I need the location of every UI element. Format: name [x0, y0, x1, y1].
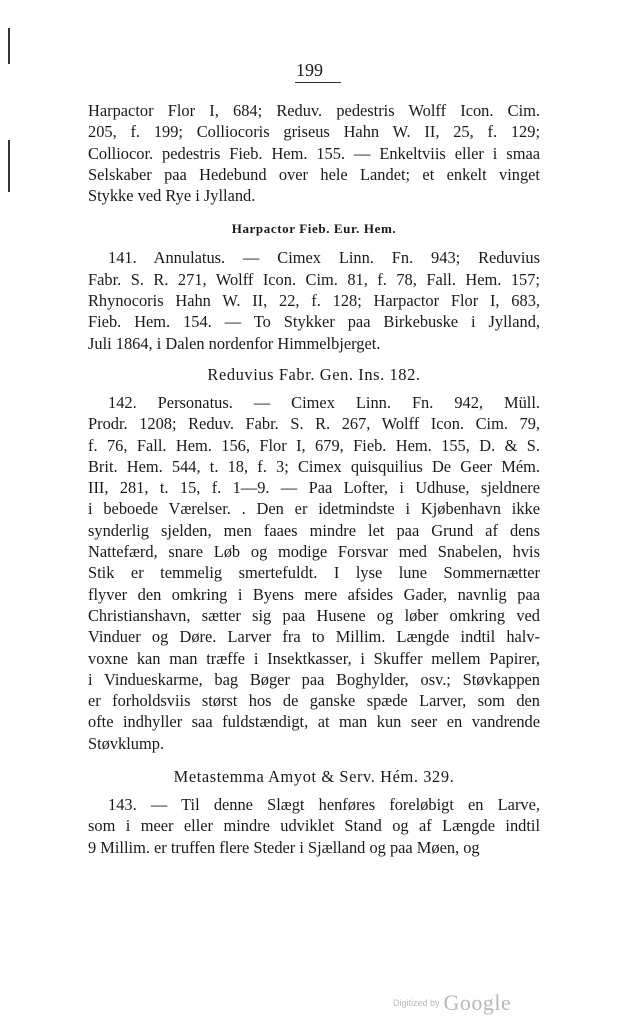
text-line: ofte indhyller saa fuldstændigt, at man kun seer en vandrende — [88, 712, 540, 732]
text-line: Støvklump. — [88, 733, 165, 753]
scan-edge-mark — [8, 28, 10, 64]
text-line: Stik er temmelig smertefuldt. I lyse lune Sommernætter — [88, 563, 540, 583]
watermark-prefix: Digitized by — [393, 998, 440, 1008]
genus-heading: Harpactor Fieb. Eur. Hem. — [231, 221, 397, 237]
text-line: III, 281, t. 15, f. 1—9. — Paa Lofter, i Udhuse, sjeldnere — [88, 478, 540, 498]
text-line: voxne kan man træffe i Insektkasser, i Skuffer mellem Papirer, — [88, 648, 540, 668]
page-body — [88, 100, 540, 858]
text-line: Brit. Hem. 544, t. 18, f. 3; Cimex quisquilius De Geer Mém. — [88, 456, 540, 476]
text-line: Rhynocoris Hahn W. II, 22, f. 128; Harpactor Flor I, 683, — [88, 291, 540, 311]
text-line: 143. — Til denne Slægt henføres foreløbigt en Larve, — [108, 795, 540, 815]
text-line: Colliocor. pedestris Fieb. Hem. 155. — Enkeltviis eller i smaa — [88, 143, 540, 163]
text-line: er forholdsviis størst hos de ganske spæde Larver, som den — [88, 691, 540, 711]
page-number: 199 — [296, 60, 323, 80]
text-line: 205, f. 199; Colliocoris griseus Hahn W. II, 25, f. 129; — [88, 122, 540, 142]
text-line: Nattefærd, snare Løb og modige Forsvar med Snabelen, hvis — [88, 542, 540, 562]
text-line: Harpactor Flor I, 684; Reduv. pedestris Wolff Icon. Cim. — [88, 101, 540, 120]
genus-heading: Metastemma Amyot & Serv. Hém. 329. — [173, 767, 455, 787]
text-line: 141. Annulatus. — Cimex Linn. Fn. 943; Reduvius — [108, 248, 540, 268]
text-line: som i meer eller mindre udviklet Stand og af Længde indtil — [88, 816, 540, 836]
digitized-watermark — [393, 990, 511, 1016]
text-line: 142. Personatus. — Cimex Linn. Fn. 942, Müll. — [108, 392, 540, 412]
paragraph — [88, 392, 540, 754]
text-line: Prodr. 1208; Reduv. Fabr. S. R. 267, Wolff Icon. Cim. 79, — [88, 414, 540, 434]
paragraph — [88, 100, 540, 206]
text-line: i Vindueskarme, bag Bøger paa Boghylder, osv.; Støvkappen — [88, 669, 540, 689]
text-line: Fieb. Hem. 154. — To Stykker paa Birkebuske i Jylland, — [88, 312, 540, 332]
text-line: Vinduer og Døre. Larver fra to Millim. Længde indtil halv- — [88, 627, 540, 647]
text-line: Juli 1864, i Dalen nordenfor Himmelbjerget. — [88, 333, 381, 353]
scan-edge-mark — [8, 140, 10, 192]
genus-heading: Reduvius Fabr. Gen. Ins. 182. — [207, 364, 421, 384]
text-line: i beboede Værelser. . Den er idetmindste i Kjøbenhavn ikke — [88, 499, 540, 519]
watermark-brand: Google — [443, 990, 512, 1015]
text-line: Christianshavn, sætter sig paa Husene og løber omkring ved — [88, 605, 540, 625]
text-line: 9 Millim. er truffen flere Steder i Sjælland og paa Møen, og — [88, 837, 480, 857]
text-line: flyver den omkring i Byens mere afsides Gader, navnlig paa — [88, 584, 540, 604]
text-line: synderlig sjelden, men faaes mindre let paa Grund af dens — [88, 520, 540, 540]
text-line: Fabr. S. R. 271, Wolff Icon. Cim. 81, f. 78, Fall. Hem. 157; — [88, 269, 540, 289]
paragraph — [88, 794, 540, 858]
text-line: Selskaber paa Hedebund over hele Landet; et enkelt vinget — [88, 164, 540, 184]
paragraph — [88, 247, 540, 353]
text-line: Stykke ved Rye i Jylland. — [88, 186, 256, 206]
text-line: f. 76, Fall. Hem. 156, Flor I, 679, Fieb. Hem. 155, D. & S. — [88, 435, 540, 455]
page-number-rule — [295, 82, 341, 83]
